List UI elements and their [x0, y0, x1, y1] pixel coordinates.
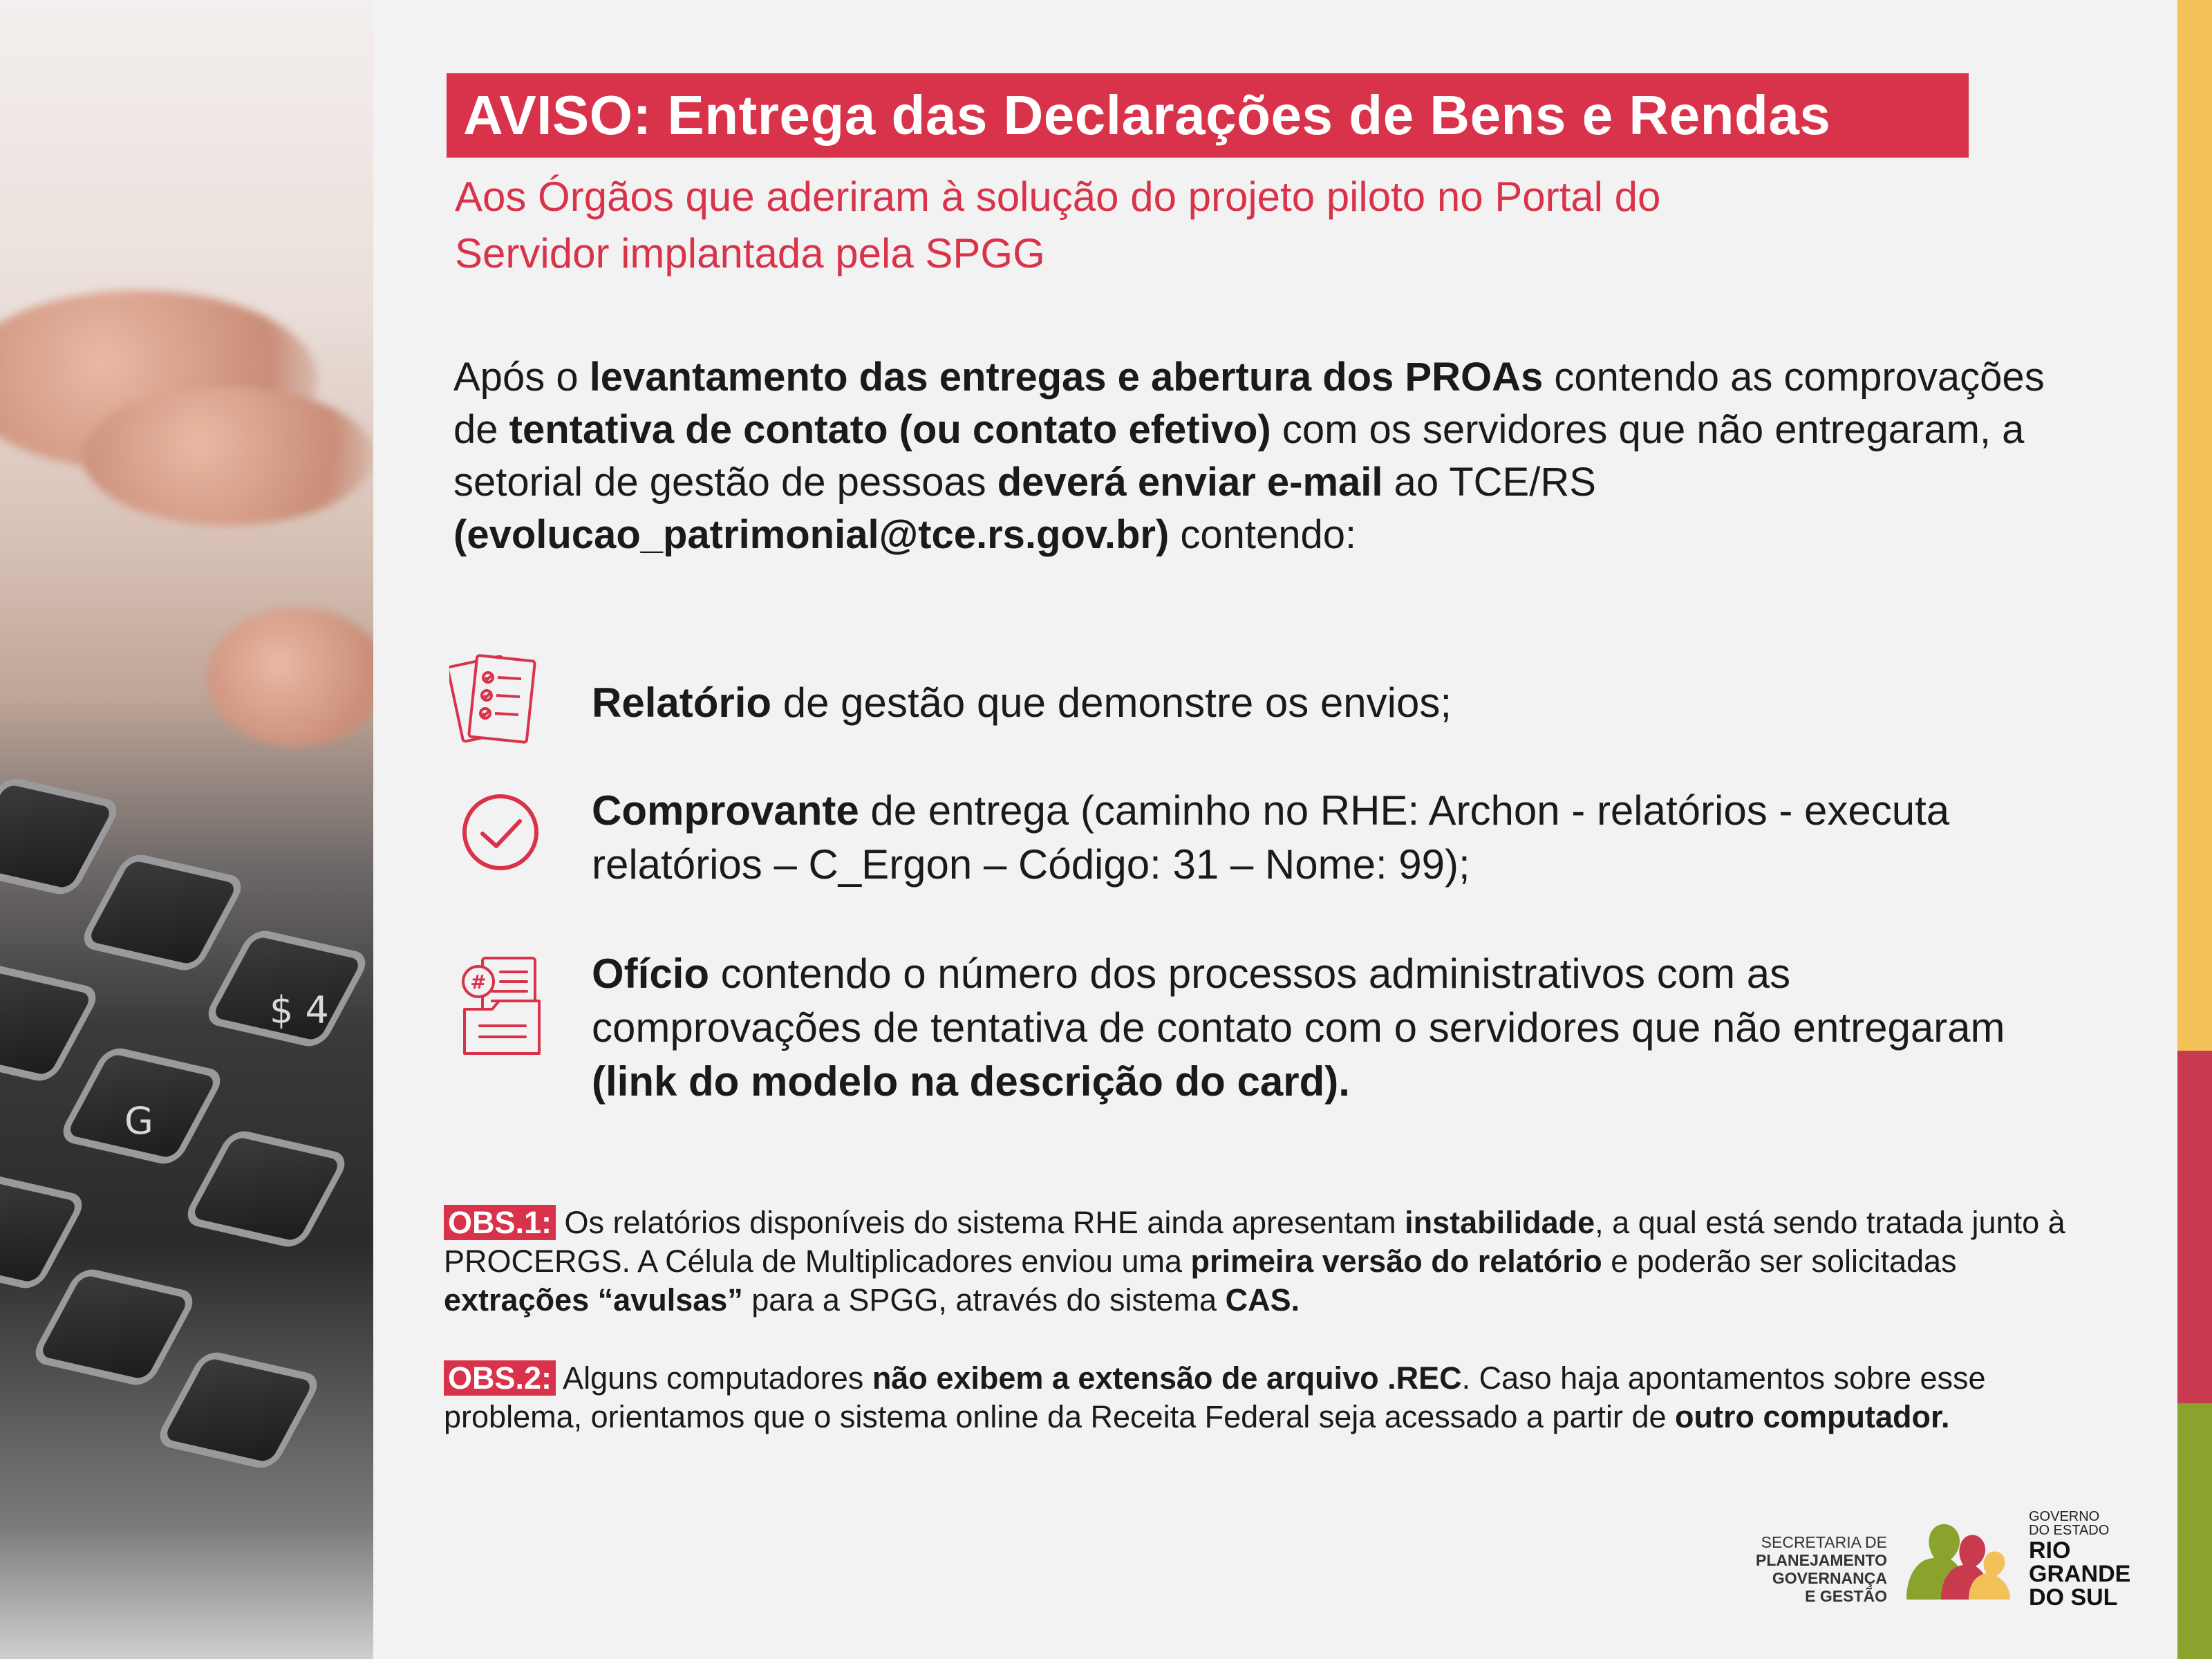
obs-bold: CAS. — [1225, 1282, 1300, 1318]
list-item-relatorio — [592, 676, 2071, 730]
key-label: $ 4 — [270, 988, 329, 1032]
stripe-yellow — [2177, 0, 2212, 1051]
logo-line: E GESTÃO — [1805, 1587, 1887, 1605]
keyboard-photo — [0, 0, 373, 1659]
folder-document-icon — [459, 954, 556, 1058]
intro-bold: deverá enviar e-mail — [997, 460, 1383, 505]
logo-line: DO SUL — [2029, 1584, 2118, 1611]
obs-bold: não exibem a extensão de arquivo .REC — [872, 1360, 1462, 1396]
logo-line: DO ESTADO — [2029, 1523, 2110, 1538]
intro-text: com os servidores que não entregaram, a setorial de gestão de pessoas — [453, 407, 2025, 505]
item-text: contendo o número dos processos administrativos com as comprovações de tentativa de contato com o servidores que não entregaram — [592, 950, 2005, 1051]
intro-text: Após o — [453, 355, 590, 400]
checklist-document-icon — [449, 653, 542, 749]
obs-bold: outro computador. — [1675, 1399, 1950, 1434]
intro-text: contendo: — [1169, 512, 1357, 557]
intro-bold: levantamento das entregas e abertura dos PROAs — [589, 355, 1544, 400]
list-item-comprovante — [592, 784, 2071, 892]
subtitle-line: Aos Órgãos que aderiram à solução do projeto piloto no Portal do — [455, 174, 1661, 220]
key-label: G — [124, 1099, 153, 1143]
obs-bold: primeira versão do relatório — [1190, 1244, 1602, 1279]
obs-bold: extrações “avulsas” — [444, 1282, 743, 1318]
item-bold: Ofício — [592, 950, 710, 997]
logo-line: RIO — [2029, 1537, 2071, 1564]
list-item-oficio — [592, 947, 2071, 1109]
svg-text:#: # — [470, 971, 487, 993]
item-bold: Relatório — [592, 679, 772, 726]
stripe-green — [2177, 1403, 2212, 1659]
logo-line: GOVERNO — [2029, 1509, 2100, 1524]
obs-text: Os relatórios disponíveis do sistema RHE ainda apresentam — [556, 1205, 1405, 1240]
obs-label: OBS.2: — [444, 1360, 556, 1396]
item-bold: Comprovante — [592, 787, 859, 834]
email-address: (evolucao_patrimonial@tce.rs.gov.br) — [453, 512, 1170, 557]
rs-government-logo-icon — [1900, 1510, 2024, 1606]
intro-paragraph — [453, 351, 2064, 561]
logo-line: SECRETARIA DE — [1761, 1533, 1887, 1551]
item-text: de entrega (caminho no RHE: Archon - relatórios - executa relatórios – C_Ergon – Código: 31 – Nome: 99); — [592, 787, 1950, 888]
notice-title — [447, 73, 1969, 158]
item-text: de gestão que demonstre os envios; — [771, 679, 1452, 726]
intro-text: contendo as comprovações de — [453, 355, 2045, 452]
obs-text: . Caso haja apontamentos sobre esse problema, orientamos que o sistema online da Receita Federal seja acessado a partir de — [444, 1360, 1986, 1434]
obs-1-note — [444, 1203, 2089, 1320]
intro-text: ao TCE/RS — [1382, 460, 1596, 505]
stripe-red — [2177, 1051, 2212, 1403]
obs-label: OBS.1: — [444, 1205, 556, 1240]
notice-subtitle — [455, 169, 2045, 282]
logo-line: GRANDE — [2029, 1561, 2131, 1587]
check-circle-icon — [459, 791, 542, 874]
logo-line: PLANEJAMENTO — [1756, 1551, 1887, 1569]
governo-label — [2029, 1510, 2109, 1537]
notice-title-text: AVISO: Entrega das Declarações de Bens e Rendas — [463, 84, 1831, 146]
spgg-logo-text — [1687, 1533, 1887, 1605]
item-bold: (link do modelo na descrição do card). — [592, 1058, 1350, 1105]
logo-line: GOVERNANÇA — [1772, 1569, 1887, 1587]
rio-grande-do-sul-label — [2029, 1539, 2130, 1609]
subtitle-line: Servidor implantada pela SPGG — [455, 230, 1045, 276]
obs-text: Alguns computadores — [556, 1360, 872, 1396]
intro-bold: tentativa de contato (ou contato efetivo) — [509, 407, 1271, 452]
obs-2-note — [444, 1359, 2089, 1436]
obs-text: , a qual está sendo tratada junto à PROCERGS. A Célula de Multiplicadores enviou uma — [444, 1205, 2065, 1279]
obs-text: e poderão ser solicitadas — [1602, 1244, 1957, 1279]
obs-bold: instabilidade — [1405, 1205, 1595, 1240]
obs-text: para a SPGG, através do sistema — [742, 1282, 1226, 1318]
